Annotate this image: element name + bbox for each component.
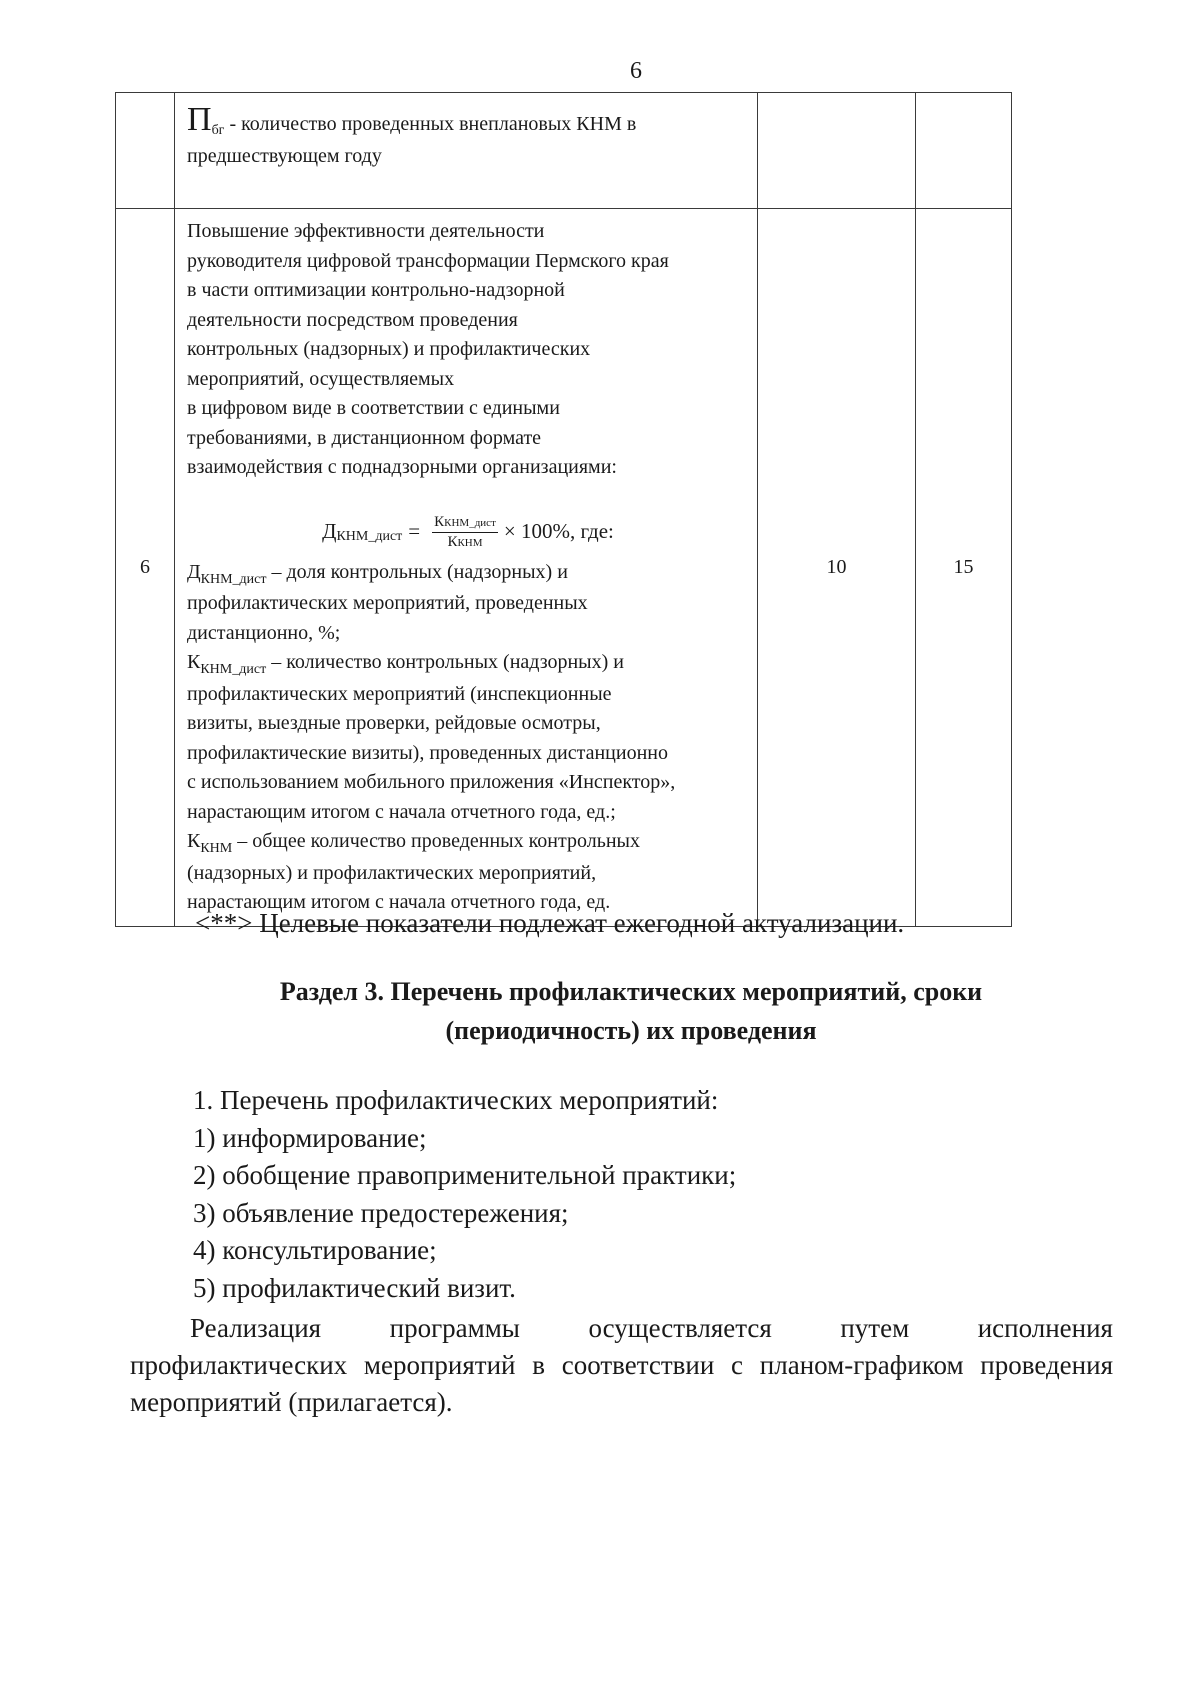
definition-2: [187, 648, 749, 827]
measures-list: [193, 1082, 736, 1307]
symbol-line: [187, 103, 747, 142]
text-line: в цифровом виде в соответствии с едиными: [187, 397, 560, 419]
section-title-line: (периодичность) их проведения: [445, 1016, 817, 1045]
row-number-cell: [116, 93, 175, 209]
symbol-subscript: бг: [211, 123, 225, 138]
definition-subscript: КНМ_дист: [200, 571, 267, 587]
numerator-subscript: КНМ_дист: [444, 516, 496, 529]
table-row: [116, 93, 1012, 209]
formula-numerator: [432, 513, 498, 533]
text-line: дистанционно, %;: [187, 621, 341, 644]
definition-text: – доля контрольных (надзорных) и: [266, 560, 568, 583]
text-line: деятельности посредством проведения: [187, 308, 518, 331]
text-line: взаимодействия с поднадзорными организациями:: [187, 456, 617, 478]
implementation-paragraph: [130, 1310, 1113, 1421]
numerator-symbol: К: [434, 513, 445, 530]
formula-denominator: [445, 533, 484, 552]
list-heading: 1. Перечень профилактических мероприятий:: [193, 1085, 719, 1115]
row-number-cell: 6: [116, 209, 175, 927]
definition-symbol: К: [187, 651, 201, 673]
section-title-line: Раздел 3. Перечень профилактических мероприятий, сроки: [279, 977, 983, 1006]
paragraph-word: осуществляется: [588, 1313, 772, 1343]
table-row: [116, 209, 1012, 927]
paragraph-line: профилактических мероприятий в соответствии с планом-графиком проведения: [130, 1350, 1113, 1380]
value-cell: [916, 93, 1012, 209]
denominator-symbol: К: [447, 533, 458, 550]
text-line: в части оптимизации контрольно-надзорной: [187, 279, 565, 301]
indicators-table: [115, 92, 1012, 927]
formula-fraction: [432, 513, 498, 552]
paragraph-line: [130, 1310, 1113, 1347]
text-line: нарастающим итогом с начала отчетного года, ед.;: [187, 800, 616, 823]
list-item: 5) профилактический визит.: [193, 1272, 516, 1303]
list-item: 4) консультирование;: [193, 1235, 437, 1265]
formula-rhs: × 100%, где:: [503, 519, 614, 544]
intro-text: [187, 217, 749, 483]
description-cell: [175, 209, 758, 927]
text-line: [187, 558, 749, 590]
definition-text: – общее количество проведенных контрольных: [232, 830, 640, 852]
paragraph-word: исполнения: [977, 1313, 1113, 1343]
formula-lhs: Д: [322, 519, 337, 544]
text-line: [187, 827, 749, 859]
text-line: нарастающим итогом с начала отчетного года, ед.: [187, 891, 611, 913]
text-line: визиты, выездные проверки, рейдовые осмотры,: [187, 712, 601, 734]
text-line: Повышение эффективности деятельности: [187, 220, 545, 242]
definition-3: [187, 827, 749, 918]
description-text: - количество проведенных внеплановых КНМ в: [224, 113, 637, 135]
definition-symbol: К: [187, 830, 201, 852]
denominator-subscript: КНМ: [457, 536, 483, 549]
text-line: (надзорных) и профилактических мероприятий,: [187, 861, 597, 884]
text-line: руководителя цифровой трансформации Пермского края: [187, 249, 669, 272]
formula-equals: =: [408, 519, 421, 544]
text-line: требованиями, в дистанционном формате: [187, 426, 542, 449]
section-title: [0, 972, 1200, 1050]
footnote: <**> Целевые показатели подлежат ежегодной актуализации.: [195, 908, 905, 938]
definition-text: – количество контрольных (надзорных) и: [266, 651, 624, 673]
paragraph-word: программы: [389, 1313, 520, 1343]
list-item: 3) объявление предостережения;: [193, 1197, 569, 1228]
value-cell: [758, 93, 916, 209]
paragraph-word: путем: [840, 1313, 910, 1343]
text-line: контрольных (надзорных) и профилактических: [187, 338, 591, 360]
page-number: 6: [630, 58, 642, 84]
definition-subscript: КНМ_дист: [200, 662, 267, 677]
symbol-p: П: [187, 101, 212, 138]
paragraph-line: мероприятий (прилагается).: [130, 1387, 453, 1417]
definition-symbol: Д: [187, 560, 201, 583]
text-line: с использованием мобильного приложения «Инспектор»,: [187, 771, 676, 793]
text-line: [187, 648, 749, 680]
description-text: предшествующем году: [187, 144, 382, 167]
formula: [187, 513, 749, 552]
definition-1: [187, 558, 749, 649]
list-item: 1) информирование;: [193, 1122, 427, 1153]
text-line: профилактические визиты), проведенных дистанционно: [187, 741, 668, 764]
description-cell: [175, 93, 758, 209]
text-line: профилактических мероприятий, проведенных: [187, 592, 588, 614]
target-value-cell: 10: [758, 209, 916, 927]
text-line: мероприятий, осуществляемых: [187, 367, 455, 390]
target-value-cell: 15: [916, 209, 1012, 927]
list-item: 2) обобщение правоприменительной практики;: [193, 1160, 737, 1190]
definition-subscript: КНМ: [200, 841, 233, 856]
text-line: профилактических мероприятий (инспекционные: [187, 682, 612, 705]
paragraph-word: Реализация: [190, 1313, 322, 1343]
formula-lhs-subscript: КНМ_дист: [336, 529, 403, 545]
